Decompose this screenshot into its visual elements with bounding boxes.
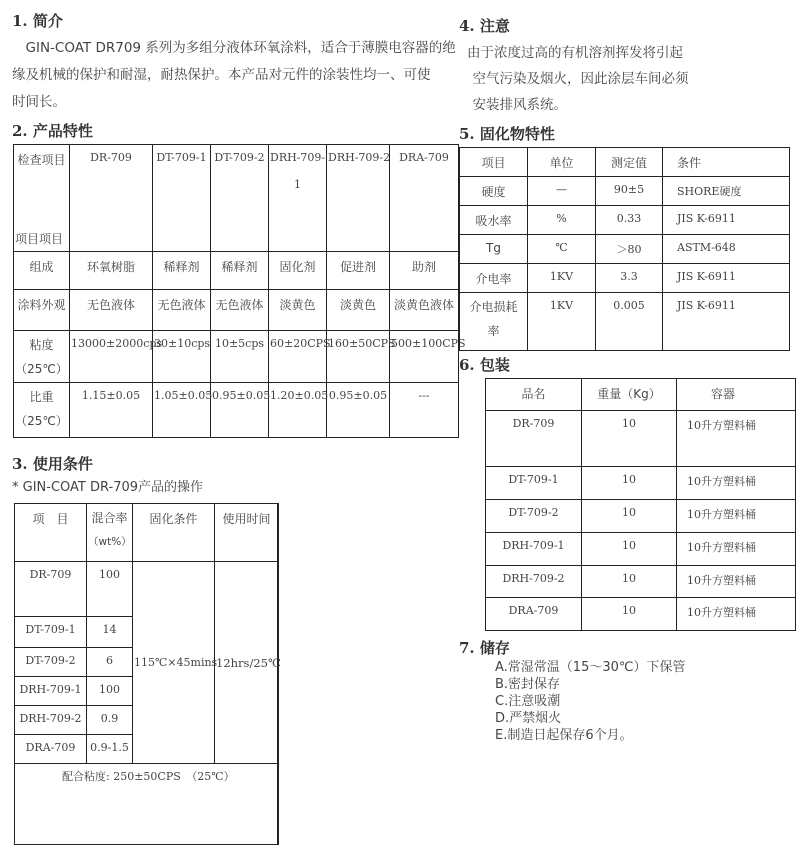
table-cell: 介电损耗 率 xyxy=(460,293,528,351)
table-cell: 无色液体 xyxy=(211,290,269,331)
table-cell: 10 xyxy=(582,411,677,467)
table-row xyxy=(14,331,459,383)
table-row xyxy=(486,379,796,411)
table-cell: 淡黄色液体 xyxy=(390,290,459,331)
notice-line-3: 安装排风系统。 xyxy=(459,97,567,113)
table-row xyxy=(14,290,459,331)
table-cell: 0.95±0.05 xyxy=(211,383,269,438)
table-cell: DT-709-2 xyxy=(486,500,582,533)
table-cell: 无色液体 xyxy=(153,290,211,331)
header-cell: 项 目 xyxy=(15,504,87,562)
table-cell: 10升方塑料桶 xyxy=(677,598,796,631)
table-cell: 淡黄色 xyxy=(269,290,327,331)
table-cell: 10升方塑料桶 xyxy=(677,533,796,566)
section4-title: 4. 注意 xyxy=(459,17,510,35)
table-cell: 10 xyxy=(582,533,677,566)
table-cell: 稀释剂 xyxy=(153,252,211,290)
table-cell: 0.005 xyxy=(596,293,663,351)
table-cell: 100 xyxy=(87,562,133,617)
table-cell: 10 xyxy=(582,467,677,500)
table-row xyxy=(460,148,790,177)
header-cell: 重量（Kg） xyxy=(582,379,677,411)
table-cell: 14 xyxy=(87,617,133,648)
header-cell: DT-709-2 xyxy=(211,145,269,252)
table-cell: DRH-709-1 xyxy=(486,533,582,566)
table-cell: 组成 xyxy=(14,252,70,290)
table-cell: 60±20CPS xyxy=(269,331,327,383)
table-cell: 涂料外观 xyxy=(14,290,70,331)
table-cell: 10升方塑料桶 xyxy=(677,566,796,598)
intro-line-2: 缘及机械的保护和耐湿，耐热保护。本产品对元件的涂装性均一、可使 xyxy=(12,67,431,83)
section6-title: 6. 包装 xyxy=(459,356,510,374)
table-cell: DT-709-2 xyxy=(15,648,87,677)
mix-viscosity: 配合粘度: 250±50CPS （25℃） xyxy=(62,770,235,783)
table-cell: 1KV xyxy=(528,264,596,293)
table-cell: DRA-709 xyxy=(486,598,582,631)
table-cell: 10升方塑料桶 xyxy=(677,500,796,533)
storage-item-d: D.严禁烟火 xyxy=(495,711,562,726)
packaging-clip xyxy=(485,378,756,634)
table-row xyxy=(460,235,790,264)
table-cell: 固化剂 xyxy=(269,252,327,290)
table-row xyxy=(15,562,279,617)
section2-title: 2. 产品特性 xyxy=(12,122,93,140)
table-row xyxy=(486,533,796,566)
header-cell: DT-709-1 xyxy=(153,145,211,252)
table-cell: 介电率 xyxy=(460,264,528,293)
table-cell: 1KV xyxy=(528,293,596,351)
table-cell: 促进剂 xyxy=(327,252,390,290)
potlife-cell: 12hrs/25℃ xyxy=(215,562,279,764)
table-cell: DRH-709-2 xyxy=(15,706,87,735)
table-cell: 10升方塑料桶 xyxy=(677,467,796,500)
header-cell: 固化条件 xyxy=(133,504,215,562)
table-cell: ＞80 xyxy=(596,235,663,264)
table-cell: 淡黄色 xyxy=(327,290,390,331)
cured-properties-table xyxy=(459,147,790,351)
table-cell: 0.9-1.5 xyxy=(87,735,133,764)
usage-subtitle: * GIN-COAT DR-709产品的操作 xyxy=(12,480,204,495)
table-cell: DR-709 xyxy=(15,562,87,617)
header-cell: DRA-709 xyxy=(390,145,459,252)
intro-line-3: 时间长。 xyxy=(12,94,66,110)
table-row xyxy=(486,467,796,500)
table-cell: 1.20±0.05 xyxy=(269,383,327,438)
cure-cell: 115℃×45mins xyxy=(133,562,215,764)
table-cell: 1.05±0.05 xyxy=(153,383,211,438)
table-cell: 硬度 xyxy=(460,177,528,206)
table-cell: --- xyxy=(390,383,459,438)
table-row xyxy=(486,500,796,533)
table-cell: % xyxy=(528,206,596,235)
table-cell: 10升方塑料桶 xyxy=(677,411,796,467)
table-row xyxy=(486,411,796,467)
table-cell: JIS K-6911 xyxy=(663,264,790,293)
intro-line-1: GIN-COAT DR709 系列为多组分液体环氧涂料，适合于薄膜电容器的绝 xyxy=(12,40,456,56)
header-cell: 检查项目 项目项目 xyxy=(14,145,70,252)
table-cell: DT-709-1 xyxy=(486,467,582,500)
table-cell: 无色液体 xyxy=(70,290,153,331)
storage-item-e: E.制造日起保存6个月。 xyxy=(495,728,633,743)
section7-title: 7. 储存 xyxy=(459,639,510,657)
notice-line-1: 由于浓度过高的有机溶剂挥发将引起 xyxy=(467,45,683,61)
table-cell: 10 xyxy=(582,500,677,533)
header-cell: DR-709 xyxy=(70,145,153,252)
table-cell: 助剂 xyxy=(390,252,459,290)
storage-item-c: C.注意吸潮 xyxy=(495,694,561,709)
table-cell: 10±5cps xyxy=(211,331,269,383)
table-cell: 100 xyxy=(87,677,133,706)
section1-title: 1. 简介 xyxy=(12,12,63,30)
table-cell: DRH-709-1 xyxy=(15,677,87,706)
table-cell: ASTM-648 xyxy=(663,235,790,264)
table-row xyxy=(14,383,459,438)
product-properties-table xyxy=(13,144,466,438)
table-cell: ℃ xyxy=(528,235,596,264)
storage-item-a: A.常湿常温（15～30℃）下保管 xyxy=(495,660,686,675)
table-cell: 90±5 xyxy=(596,177,663,206)
cured-properties-clip xyxy=(459,147,741,352)
table-cell: 比重 （25℃） xyxy=(14,383,70,438)
table-cell: 0.33 xyxy=(596,206,663,235)
header-cell: 项目 xyxy=(460,148,528,177)
notice-line-2: 空气污染及烟火，因此涂层车间必须 xyxy=(459,71,689,87)
table-row xyxy=(460,293,790,351)
header-cell: DRH-709-2 xyxy=(327,145,390,252)
table-cell: 6 xyxy=(87,648,133,677)
usage-conditions-table xyxy=(14,503,279,764)
section3-title: 3. 使用条件 xyxy=(12,455,93,473)
header-cell: 品名 xyxy=(486,379,582,411)
table-cell: JIS K-6911 xyxy=(663,293,790,351)
table-cell: 10 xyxy=(582,598,677,631)
table-row xyxy=(486,566,796,598)
table-row xyxy=(460,264,790,293)
table-cell: 稀释剂 xyxy=(211,252,269,290)
table-cell: DT-709-1 xyxy=(15,617,87,648)
header-cell: 容器 xyxy=(677,379,796,411)
header-cell: DRH-709- 1 xyxy=(269,145,327,252)
table-cell: DRA-709 xyxy=(15,735,87,764)
table-cell: JIS K-6911 xyxy=(663,206,790,235)
table-cell: 吸水率 xyxy=(460,206,528,235)
table-row xyxy=(14,145,459,252)
table-cell: 10 xyxy=(582,566,677,598)
header-cell: 测定值 xyxy=(596,148,663,177)
table-cell: 1.15±0.05 xyxy=(70,383,153,438)
table-row xyxy=(486,598,796,631)
header-cell: 混合率 （wt%） xyxy=(87,504,133,562)
table-cell: 环氧树脂 xyxy=(70,252,153,290)
table-cell: 0.9 xyxy=(87,706,133,735)
table-row xyxy=(460,177,790,206)
table-row xyxy=(15,504,279,562)
header-cell: 单位 xyxy=(528,148,596,177)
storage-item-b: B.密封保存 xyxy=(495,677,561,692)
table-cell: DR-709 xyxy=(486,411,582,467)
header-cell: 使用时间 xyxy=(215,504,279,562)
table-cell: Tg xyxy=(460,235,528,264)
table-cell: 500±100CPS xyxy=(390,331,459,383)
table-cell: SHORE硬度 xyxy=(663,177,790,206)
table-cell: 13000±2000cps xyxy=(70,331,153,383)
packaging-table xyxy=(485,378,796,631)
table-cell: 0.95±0.05 xyxy=(327,383,390,438)
table-cell: 30±10cps xyxy=(153,331,211,383)
table-cell: DRH-709-2 xyxy=(486,566,582,598)
header-cell: 条件 xyxy=(663,148,790,177)
table-cell: — xyxy=(528,177,596,206)
table-cell: 160±50CPS xyxy=(327,331,390,383)
table-row xyxy=(460,206,790,235)
table-row xyxy=(14,252,459,290)
table-cell: 3.3 xyxy=(596,264,663,293)
table-cell: 粘度 （25℃） xyxy=(14,331,70,383)
section5-title: 5. 固化物特性 xyxy=(459,125,555,143)
